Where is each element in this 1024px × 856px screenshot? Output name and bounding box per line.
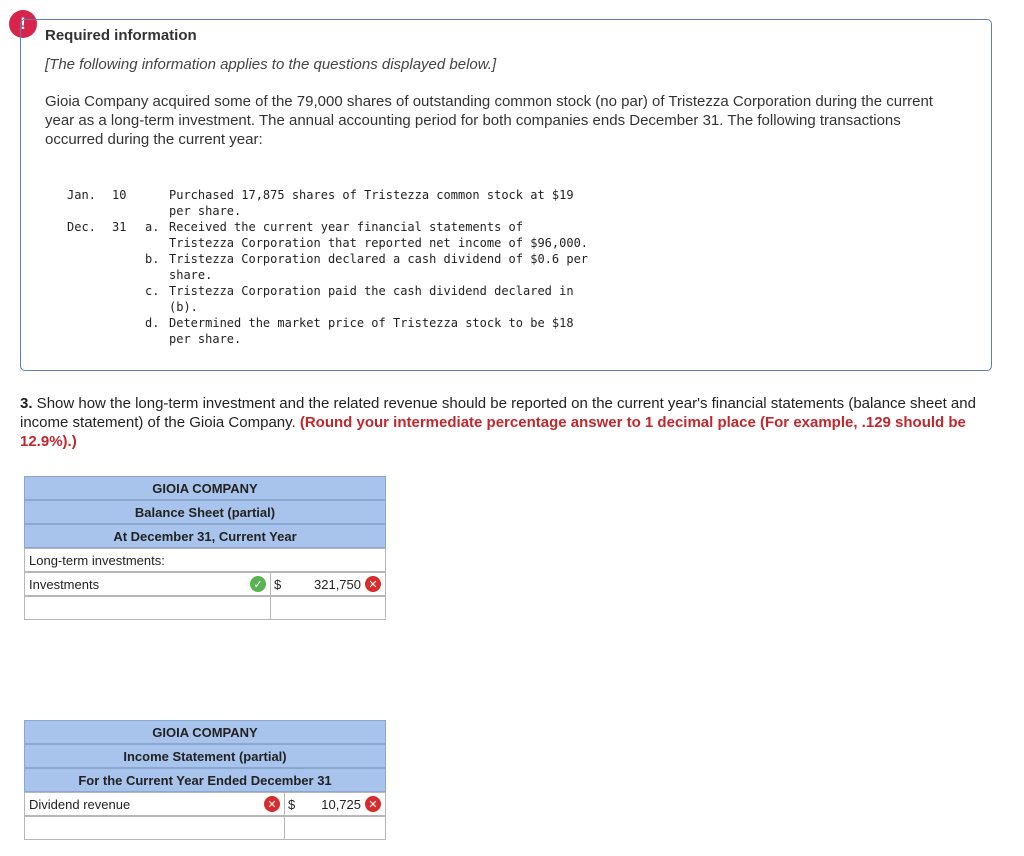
alert-icon: ! (9, 10, 37, 38)
is-title-header: Income Statement (partial) (24, 744, 386, 768)
tx-month: Jan. (67, 188, 96, 202)
tx-month: Dec. (67, 220, 96, 234)
is-row-label[interactable]: Dividend revenue (29, 797, 131, 812)
error-x-icon: ✕ (264, 796, 280, 812)
tx-line: per share. (169, 204, 242, 218)
required-info-title: Required information (45, 27, 197, 44)
bs-section-label: Long-term investments: (29, 553, 165, 568)
is-amount-input[interactable]: 10,725 (321, 797, 361, 812)
error-x-icon: ✕ (365, 576, 381, 592)
tx-line: Determined the market price of Tristezza stock to be $18 (169, 316, 574, 330)
tx-line: Tristezza Corporation that reported net income of $96,000. (169, 236, 589, 250)
required-info-subtitle: [The following information applies to the questions displayed below.] (45, 56, 497, 73)
bs-currency: $ (274, 577, 282, 592)
tx-day: 31 (112, 220, 127, 234)
bs-row-label[interactable]: Investments (29, 577, 100, 592)
bs-section-row (24, 548, 386, 572)
column-divider (270, 597, 271, 619)
question-prompt (20, 394, 995, 451)
is-currency: $ (288, 797, 296, 812)
bs-empty-row (24, 596, 386, 620)
question-number: 3. (20, 395, 33, 412)
column-divider (284, 817, 285, 839)
tx-line: Purchased 17,875 shares of Tristezza common stock at $19 (169, 188, 574, 202)
column-divider (284, 793, 285, 815)
check-icon: ✓ (250, 576, 266, 592)
tx-line: Tristezza Corporation paid the cash dividend declared in (169, 284, 574, 298)
tx-line: Received the current year financial statements of (169, 220, 524, 234)
is-empty-row (24, 816, 386, 840)
tx-line: Tristezza Corporation declared a cash dividend of $0.6 per (169, 252, 589, 266)
tx-letter: a. (145, 220, 160, 234)
tx-letter: d. (145, 316, 160, 330)
tx-letter: c. (145, 284, 160, 298)
tx-line: share. (169, 268, 213, 282)
column-divider (270, 573, 271, 595)
income-statement-table (24, 720, 386, 846)
balance-sheet-table (24, 476, 386, 622)
required-info-paragraph: Gioia Company acquired some of the 79,000 shares of outstanding common stock (no par) of Tristezza Corporation during the current year as a long-term investment. The annual accounting period for both companies ends December 31. The following transactions occurred during the current year: (45, 93, 933, 148)
question-text: Show how the long-term investment and the related revenue should be reported on the current year's financial statements (balance sheet and income statement) of the Gioia Company. (20, 395, 976, 431)
is-period-header: For the Current Year Ended December 31 (24, 768, 386, 792)
bs-date-header: At December 31, Current Year (24, 524, 386, 548)
tx-day: 10 (112, 188, 127, 202)
question-instruction: (Round your intermediate percentage answer to 1 decimal place (For example, .129 should be 12.9%).) (20, 414, 966, 450)
is-company-header: GIOIA COMPANY (24, 720, 386, 744)
is-dividend-row (24, 792, 386, 816)
bs-amount-input[interactable]: 321,750 (314, 577, 361, 592)
tx-line: per share. (169, 332, 242, 346)
bs-title-header: Balance Sheet (partial) (24, 500, 386, 524)
bs-investments-row (24, 572, 386, 596)
bs-company-header: GIOIA COMPANY (24, 476, 386, 500)
error-x-icon: ✕ (365, 796, 381, 812)
tx-line: (b). (169, 300, 198, 314)
tx-letter: b. (145, 252, 160, 266)
